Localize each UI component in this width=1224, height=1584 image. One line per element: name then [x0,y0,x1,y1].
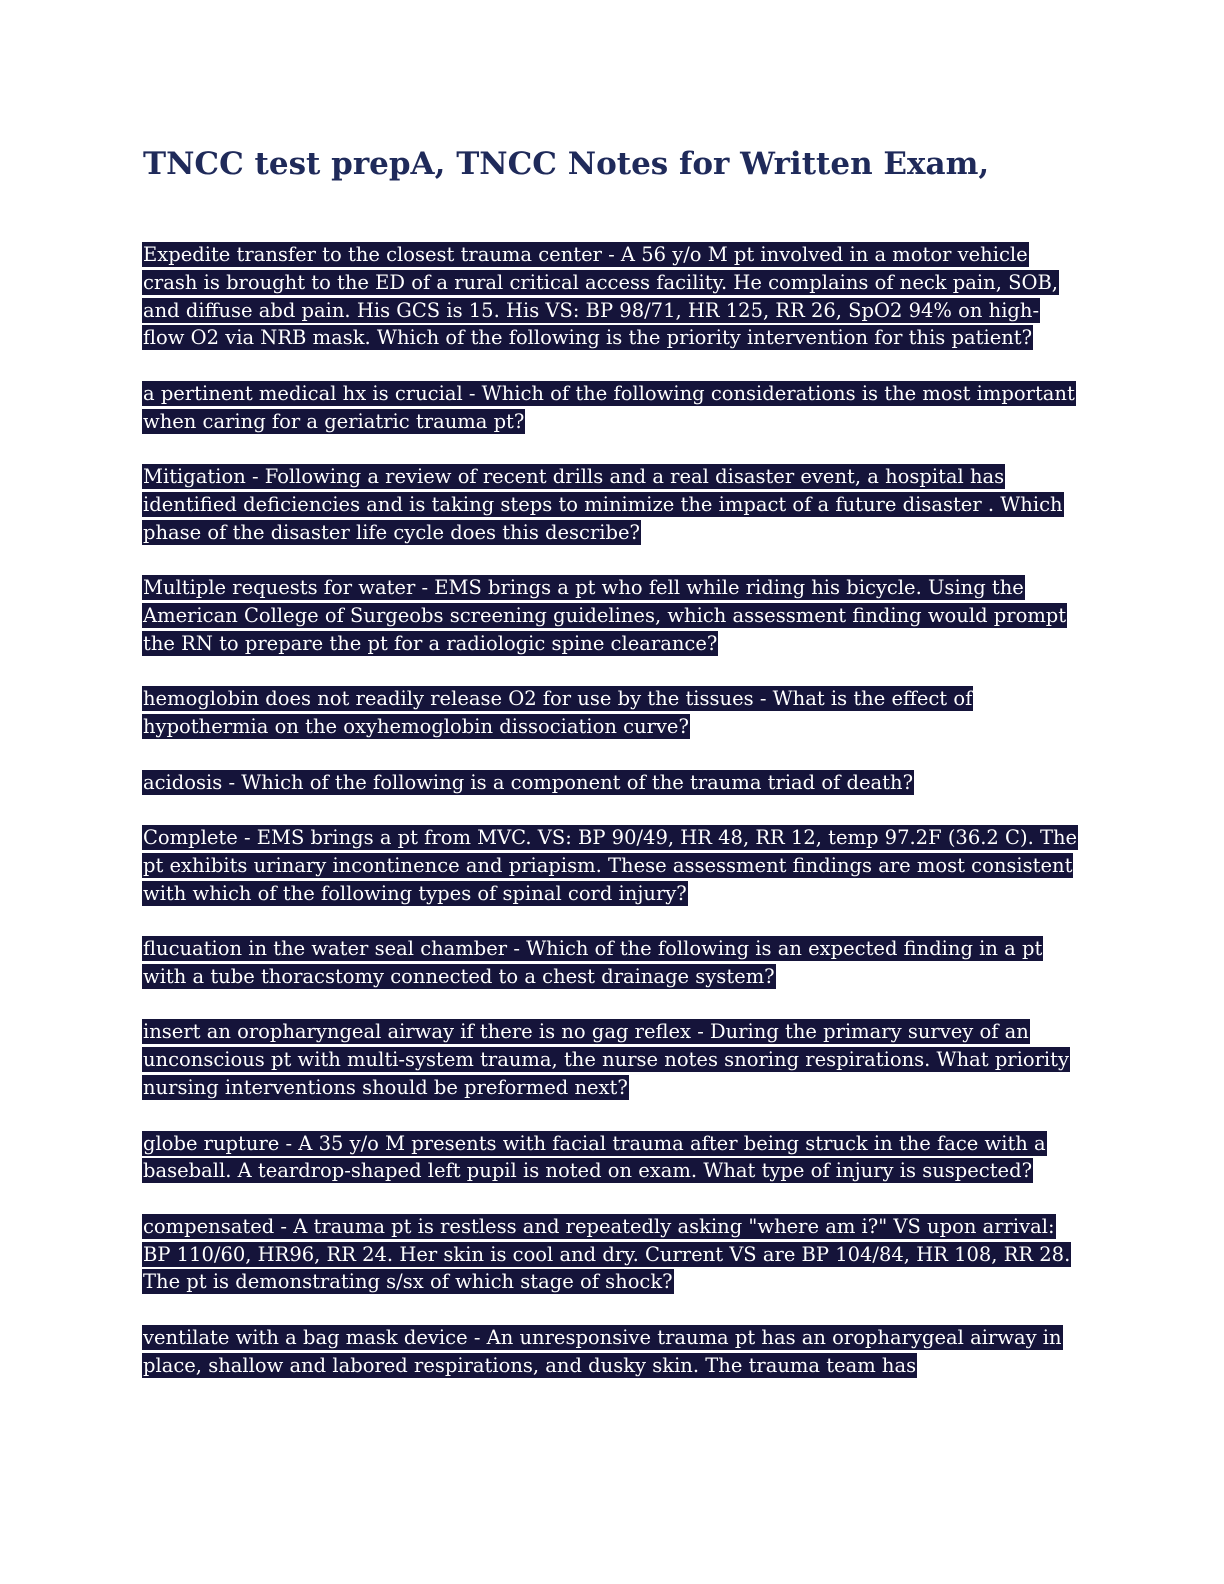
qa-entry[interactable] [143,824,1078,907]
qa-entry-text: Complete - EMS brings a pt from MVC. VS: BP 90/49, HR 48, RR 12, temp 97.2F (36.2 C). The pt exhibits urinary incontinence and priapism. These assessment findings are most consistent with which of the following types of spinal cord injury? [143,826,1078,905]
qa-entry[interactable] [143,241,1078,352]
qa-entry[interactable] [143,935,1078,991]
qa-entry-text: acidosis - Which of the following is a component of the trauma triad of death? [143,770,914,794]
qa-entry-text: globe rupture - A 35 y/o M presents with facial trauma after being struck in the face with a baseball. A teardrop-shaped left pupil is noted on exam. What type of injury is suspected? [143,1131,1046,1183]
qa-entry[interactable] [143,1213,1078,1296]
qa-entry[interactable] [143,1130,1078,1186]
qa-entry[interactable] [143,380,1078,436]
qa-list [143,241,1078,1407]
qa-entry-text: hemoglobin does not readily release O2 for use by the tissues - What is the effect of hypothermia on the oxyhemoglobin dissociation curve? [143,687,973,739]
qa-entry[interactable] [143,463,1078,546]
qa-entry-text: insert an oropharyngeal airway if there is no gag reflex - During the primary survey of an unconscious pt with multi-system trauma, the nurse notes snoring respirations. What priority nursing interventions should be preformed next? [143,1020,1070,1100]
qa-entry[interactable] [143,574,1078,657]
qa-entry[interactable] [143,1018,1078,1101]
qa-entry-text: a pertinent medical hx is crucial - Which of the following considerations is the most important when caring for a geriatric trauma pt? [143,381,1075,433]
qa-entry-text: ventilate with a bag mask device - An unresponsive trauma pt has an oropharygeal airway in place, shallow and labored respirations, and dusky skin. The trauma team has [143,1325,1062,1377]
qa-entry[interactable] [143,685,1078,741]
document-title: TNCC test prepA, TNCC Notes for Written Exam, [143,146,990,182]
qa-entry[interactable] [143,769,1078,797]
qa-entry-text: flucuation in the water seal chamber - Which of the following is an expected finding in a pt with a tube thoracstomy connected to a chest drainage system? [143,937,1043,988]
qa-entry-text: Mitigation - Following a review of recent drills and a real disaster event, a hospital has identified deficiencies and is taking steps to minimize the impact of a future disaster . Which phase of the disaster life cycle does this describe? [143,465,1063,544]
qa-entry-text: compensated - A trauma pt is restless and repeatedly asking "where am i?" VS upon arrival: BP 110/60, HR96, RR 24. Her skin is cool and dry. Current VS are BP 104/84, HR 108, RR 28. The pt is demonstrating s/sx of which stage of shock? [143,1214,1071,1294]
qa-entry-text: Multiple requests for water - EMS brings a pt who fell while riding his bicycle. Using the American College of Surgeobs screening guidelines, which assessment finding would prompt the RN to prepare the pt for a radiologic spine clearance? [143,576,1067,655]
qa-entry-text: Expedite transfer to the closest trauma center - A 56 y/o M pt involved in a motor vehicle crash is brought to the ED of a rural critical access facility. He complains of neck pain, SOB, and diffuse abd pain. His GCS is 15. His VS: BP 98/71, HR 125, RR 26, SpO2 94% on high-flow O2 via NRB mask. Which of the following is the priority intervention for this patient? [143,243,1058,350]
qa-entry[interactable] [143,1324,1078,1380]
